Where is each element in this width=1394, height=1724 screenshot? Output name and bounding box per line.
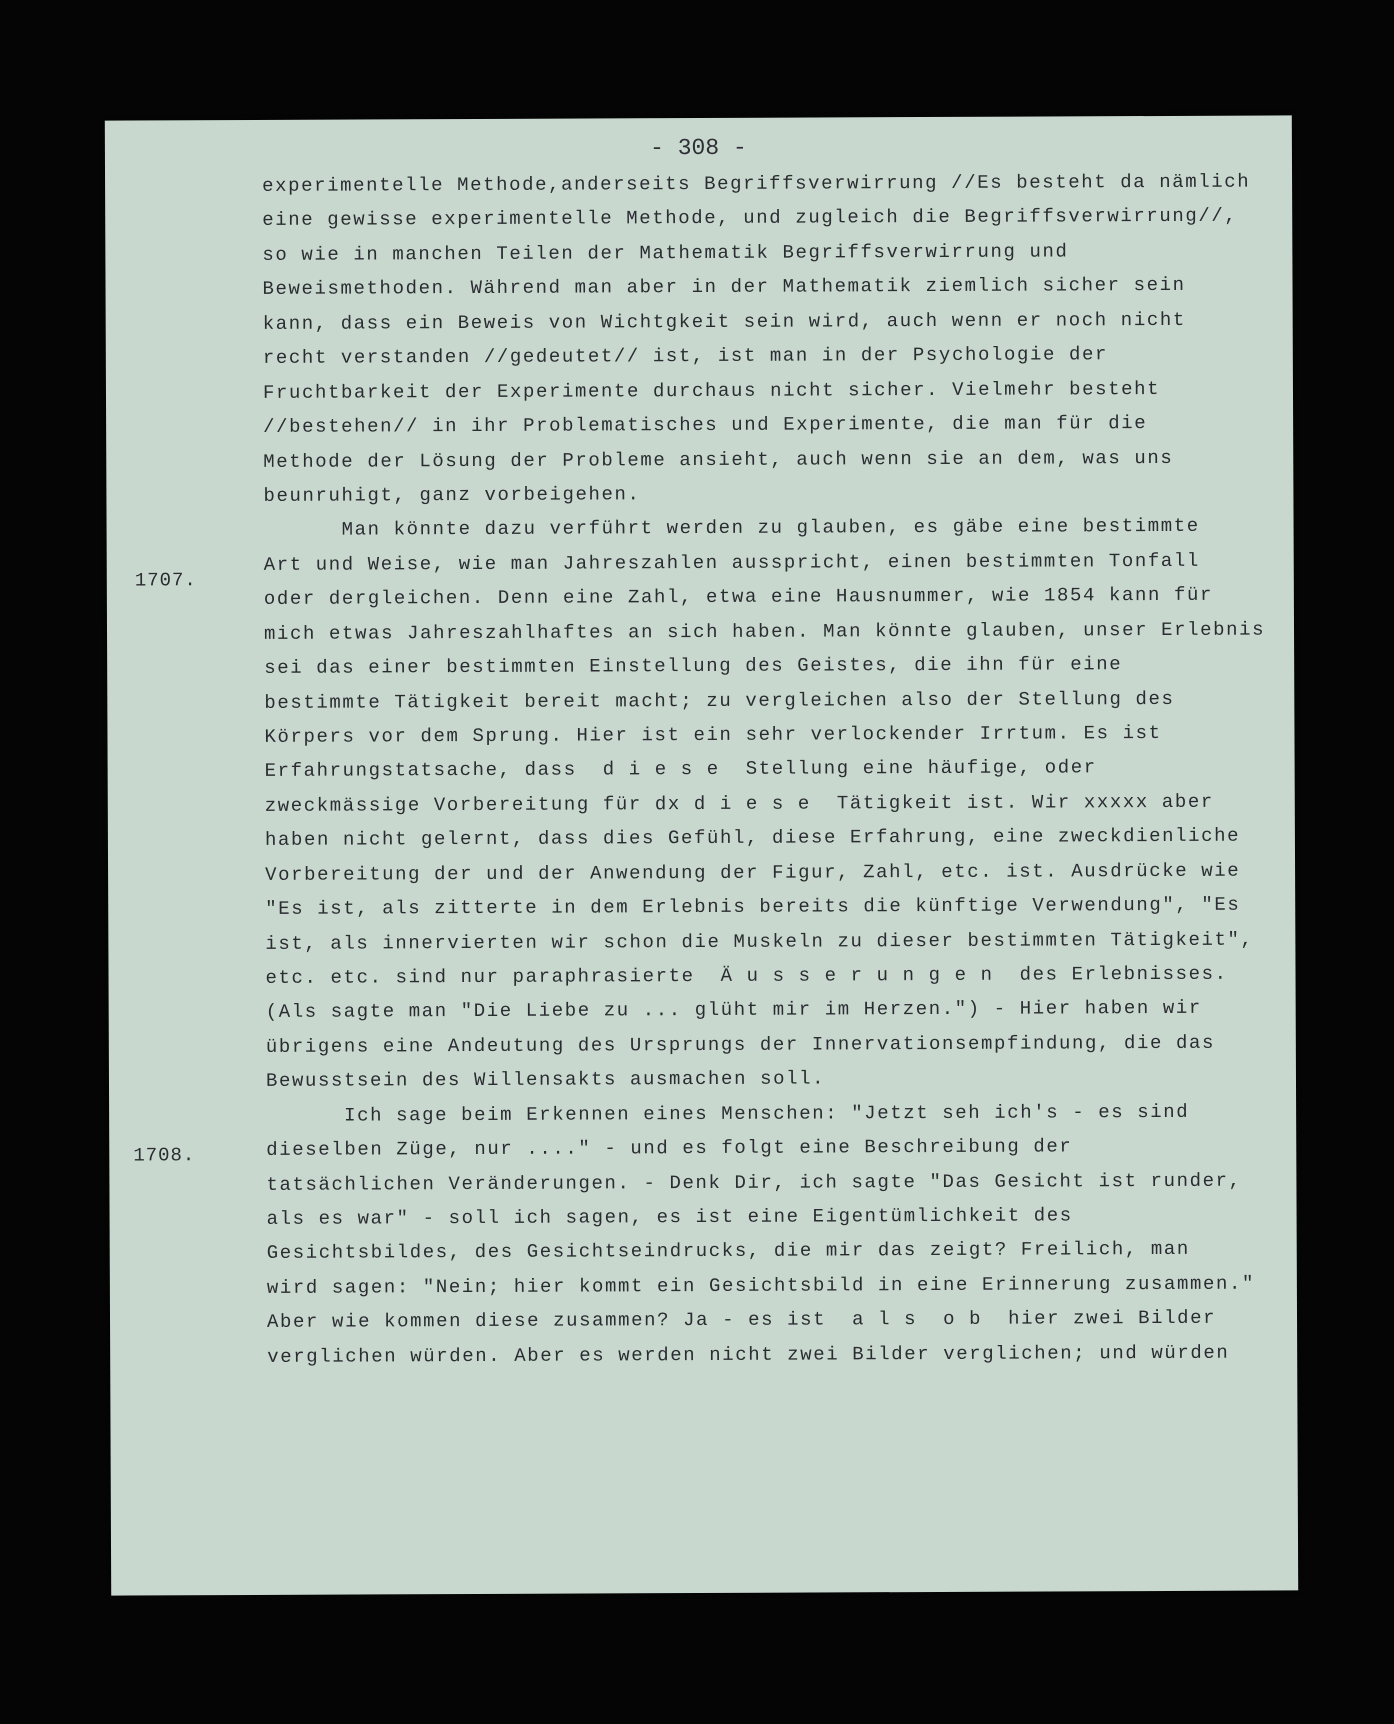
text-line: dieselben Züge, nur ...." - und es folgt eine Beschreibung der (266, 1135, 1073, 1161)
text-line: //bestehen// in ihr Problematisches und Experimente, die man für die (263, 412, 1148, 438)
text-line: Bewusstsein des Willensakts ausmachen soll. (265, 1067, 826, 1092)
text-line: eine gewisse experimentelle Methode, und zugleich die Begriffsverwirrung//, (262, 204, 1238, 231)
text-line: ist, als innervierten wir schon die Muskeln zu dieser bestimmten Tätigkeit", (265, 928, 1254, 955)
text-line: sei das einer bestimmten Einstellung des Geistes, die ihn für eine (264, 653, 1123, 679)
text-line: übrigens eine Andeutung des Ursprungs der Innervationsempfindung, die das (265, 1031, 1216, 1058)
entry-number-1708: 1708. (133, 1144, 196, 1167)
text-line: Vorbereitung der und der Anwendung der Figur, Zahl, etc. ist. Ausdrücke wie (265, 859, 1241, 886)
text-line: kann, dass ein Beweis von Wichtgkeit sein wird, auch wenn er noch nicht (262, 308, 1186, 335)
entry-number-1707: 1707. (134, 569, 197, 592)
page-number: - 308 - (650, 134, 747, 162)
text-line: oder dergleichen. Denn eine Zahl, etwa eine Hausnummer, wie 1854 kann für (263, 583, 1214, 610)
text-line: zweckmässige Vorbereitung für dx d i e s e Tätigkeit ist. Wir xxxxx aber (264, 790, 1214, 817)
text-line: Aber wie kommen diese zusammen? Ja - es ist a l s o b hier zwei Bilder (266, 1306, 1217, 1333)
text-line: beunruhigt, ganz vorbeigehen. (263, 483, 641, 507)
text-line: Erfahrungstatsache, dass d i e s e Stellung eine häufige, oder (264, 756, 1097, 782)
text-line: Körpers vor dem Sprung. Hier ist ein sehr verlockender Irrtum. Es ist (264, 721, 1162, 748)
text-line: so wie in manchen Teilen der Mathematik Begriffsverwirrung und (262, 240, 1069, 266)
text-line: Methode der Lösung der Probleme ansieht, auch wenn sie an dem, was uns (263, 446, 1174, 473)
text-line: haben nicht gelernt, dass dies Gefühl, diese Erfahrung, eine zweckdienliche (264, 824, 1241, 851)
text-line: verglichen würden. Aber es werden nicht zwei Bilder verglichen; und würden (267, 1341, 1230, 1368)
text-line: tatsächlichen Veränderungen. - Denk Dir, ich sagte "Das Gesicht ist runder, (266, 1169, 1242, 1196)
typescript-page (105, 115, 1298, 1595)
text-line: Gesichtsbildes, des Gesichtseindrucks, die mir das zeigt? Freilich, man (266, 1237, 1190, 1264)
text-line: "Es ist, als zitterte in dem Erlebnis bereits die künftige Verwendung", "Es (265, 893, 1241, 920)
text-line: etc. etc. sind nur paraphrasierte Ä u s s e r u n g e n des Erlebnisses. (265, 962, 1228, 989)
text-line: Fruchtbarkeit der Experimente durchaus nicht sicher. Vielmehr besteht (262, 377, 1161, 404)
text-line: als es war" - soll ich sagen, es ist eine Eigentümlichkeit des (266, 1204, 1073, 1230)
text-line: wird sagen: "Nein; hier kommt ein Gesichtsbild in eine Erinnerung zusammen." (266, 1272, 1256, 1299)
text-line: recht verstanden //gedeutet// ist, ist man in der Psychologie der (262, 343, 1108, 369)
text-line: (Als sagte man "Die Liebe zu ... glüht mir im Herzen.") - Hier haben wir (265, 996, 1202, 1023)
text-line: experimentelle Methode,anderseits Begriffsverwirrung //Es besteht da nämlich (262, 170, 1251, 197)
text-line: Beweismethoden. Während man aber in der Mathematik ziemlich sicher sein (262, 273, 1186, 300)
text-line: Man könnte dazu verführt werden zu glauben, es gäbe eine bestimmte (263, 514, 1200, 541)
text-line: mich etwas Jahreszahlhaftes an sich haben. Man könnte glauben, unser Erlebnis (263, 618, 1266, 645)
text-line: Ich sage beim Erkennen eines Menschen: "Jetzt seh ich's - es sind (266, 1100, 1190, 1127)
text-line: Art und Weise, wie man Jahreszahlen ausspricht, einen bestimmten Tonfall (263, 549, 1200, 576)
text-line: bestimmte Tätigkeit bereit macht; zu vergleichen also der Stellung des (264, 687, 1175, 714)
